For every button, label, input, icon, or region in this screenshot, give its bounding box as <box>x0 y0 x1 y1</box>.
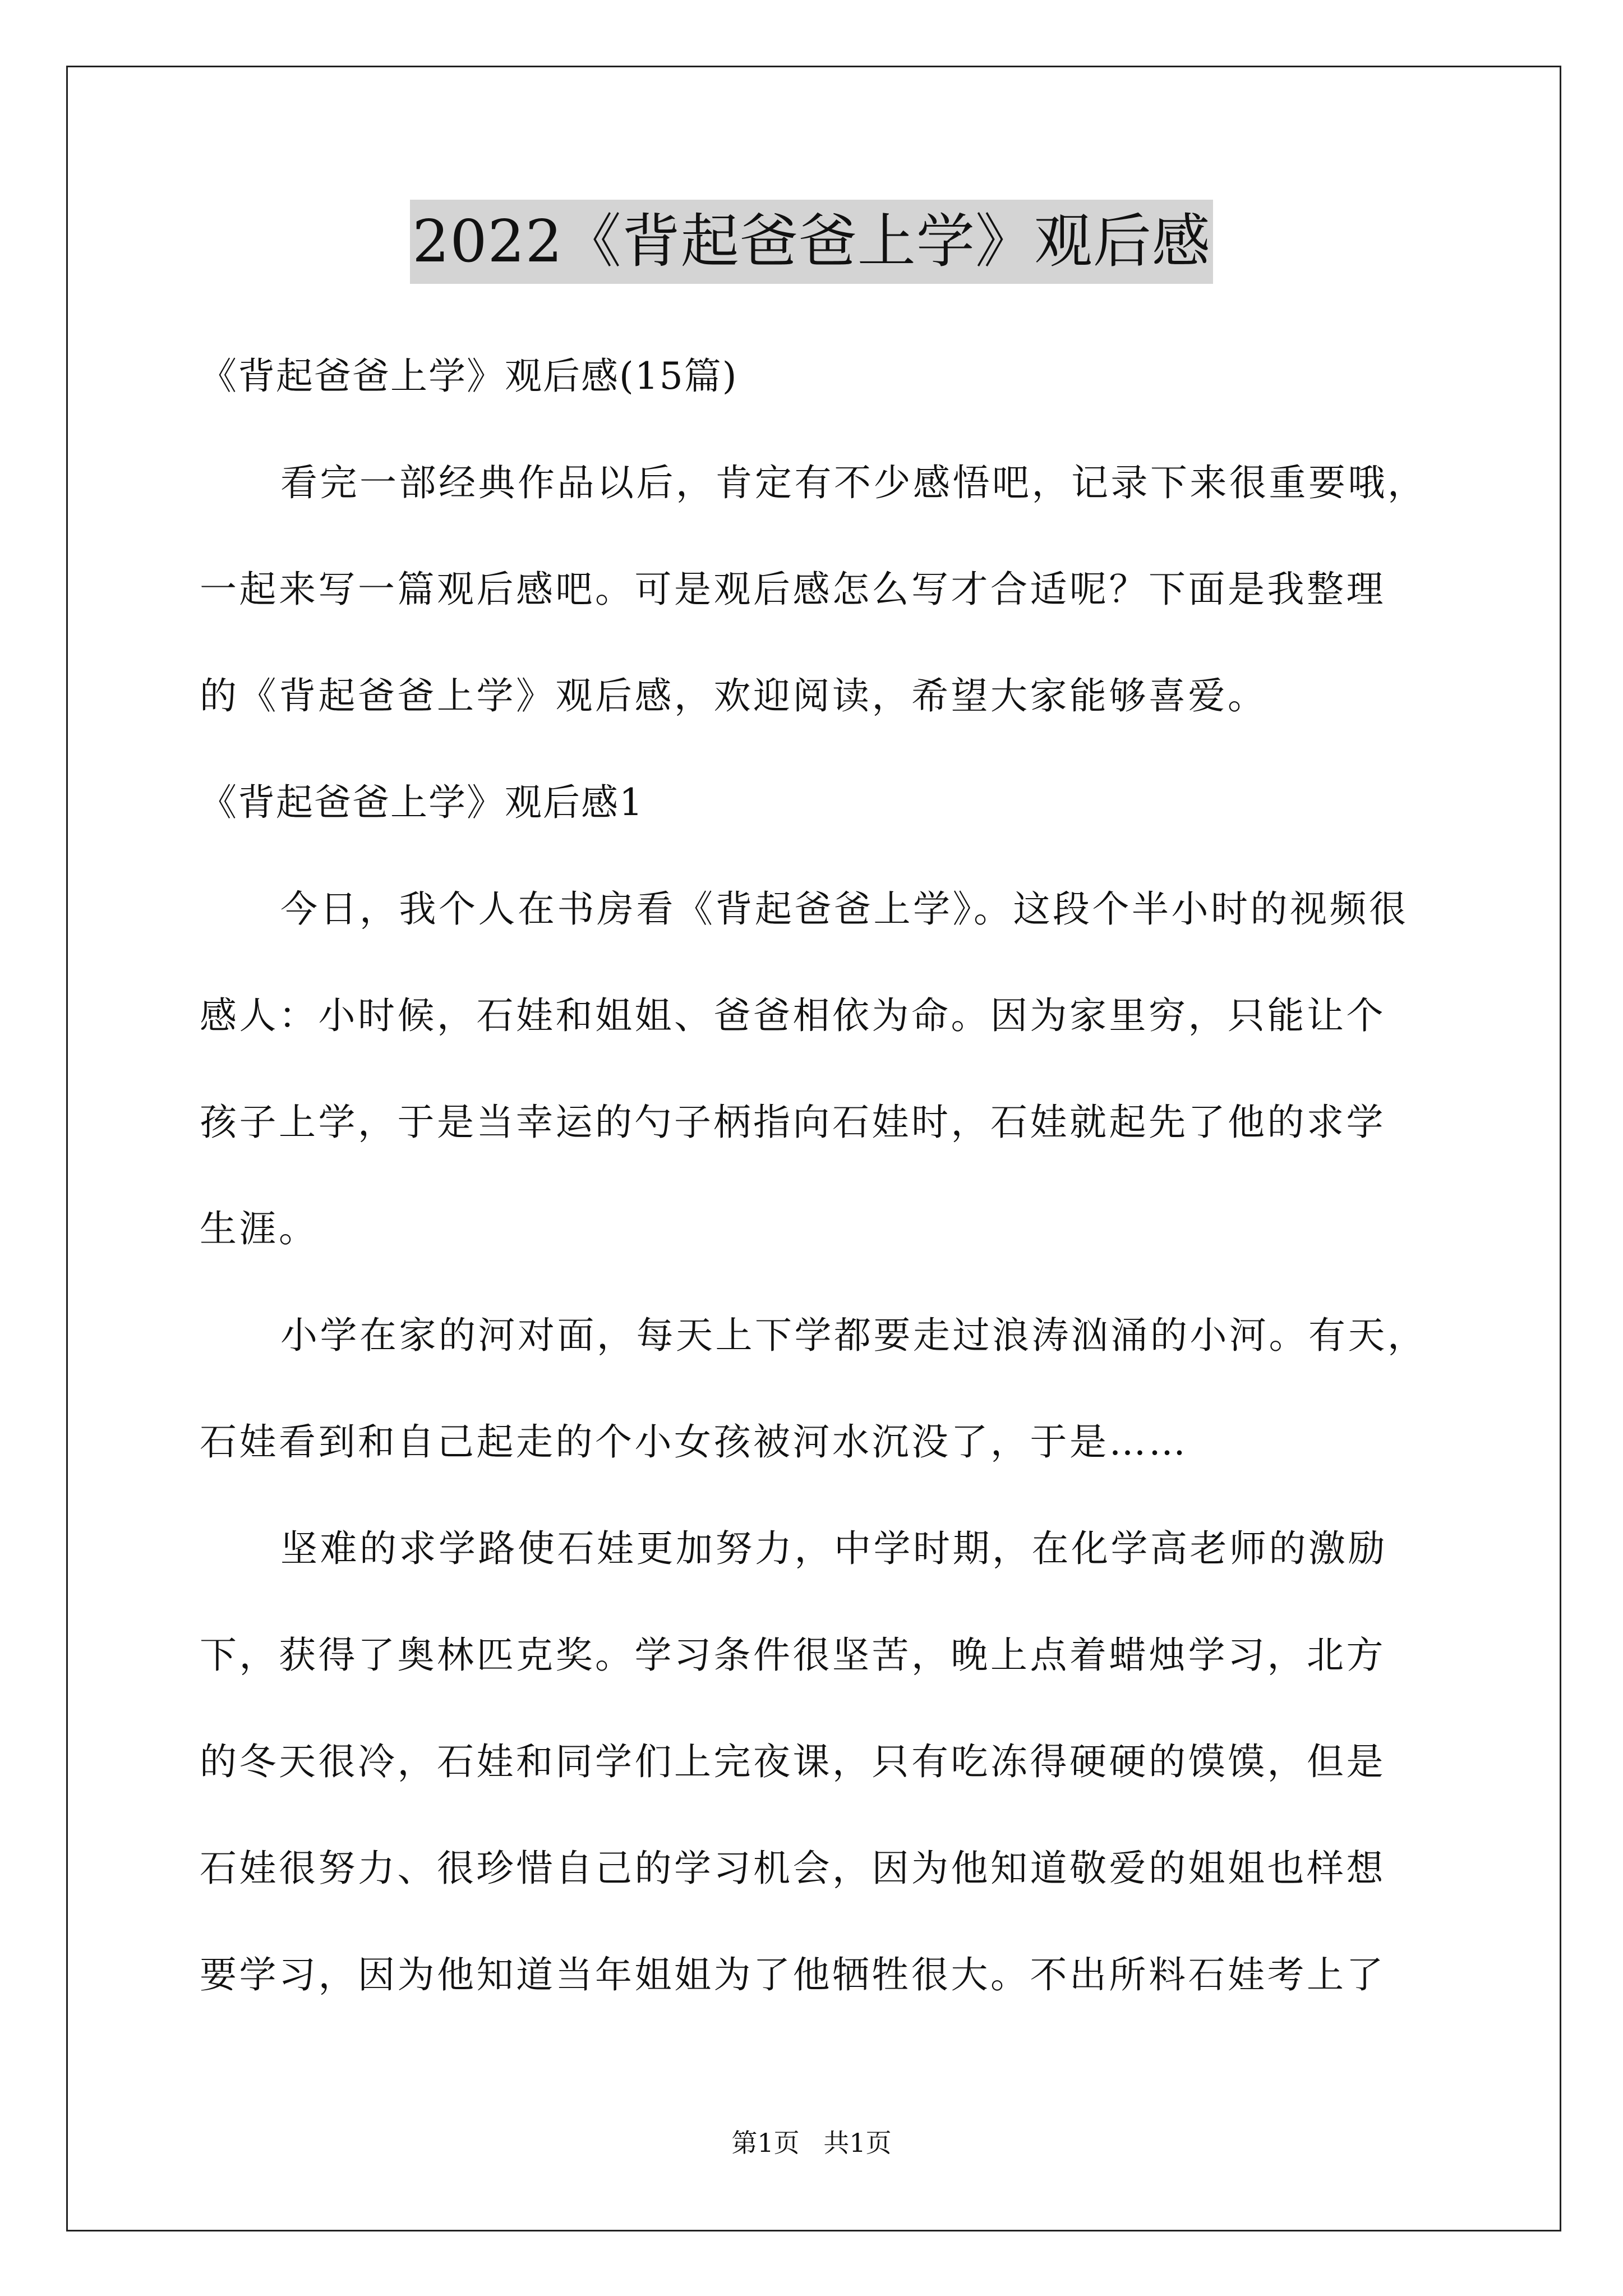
section-heading: 《背起爸爸上学》观后感1 <box>200 781 644 824</box>
page-number: 第1页 <box>731 2128 800 2158</box>
paragraph-3-line-3: 的冬天很冷，石娃和同学们上完夜课，只有吃冻得硬硬的馍馍，但是 <box>200 1740 1386 1783</box>
intro-line-2: 一起来写一篇观后感吧。可是观后感怎么写才合适呢？下面是我整理 <box>200 568 1386 611</box>
paragraph-3-line-2: 下，获得了奥林匹克奖。学习条件很坚苦，晚上点着蜡烛学习，北方 <box>200 1634 1386 1677</box>
intro-line-3: 的《背起爸爸上学》观后感，欢迎阅读，希望大家能够喜爱。 <box>200 674 1267 717</box>
intro-line-1: 看完一部经典作品以后，肯定有不少感悟吧，记录下来很重要哦， <box>280 461 1427 504</box>
paragraph-1-line-3: 孩子上学，于是当幸运的勺子柄指向石娃时，石娃就起先了他的求学 <box>200 1101 1386 1144</box>
paragraph-2-line-2: 石娃看到和自己起走的个小女孩被河水沉没了，于是…… <box>200 1420 1188 1464</box>
paragraph-1-line-4: 生涯。 <box>200 1207 319 1250</box>
paragraph-3-line-4: 石娃很努力、很珍惜自己的学习机会，因为他知道敬爱的姐姐也样想 <box>200 1847 1386 1890</box>
paragraph-3-line-5: 要学习，因为他知道当年姐姐为了他牺牲很大。不出所料石娃考上了 <box>200 1953 1386 1996</box>
title-container <box>0 200 1623 284</box>
page-total: 共1页 <box>823 2128 892 2158</box>
paragraph-2-line-1: 小学在家的河对面，每天上下学都要走过浪涛汹涌的小河。有天， <box>280 1314 1427 1357</box>
paragraph-1-line-2: 感人：小时候，石娃和姐姐、爸爸相依为命。因为家里穷，只能让个 <box>200 994 1386 1037</box>
subtitle: 《背起爸爸上学》观后感(15篇) <box>200 355 738 398</box>
document-title: 2022《背起爸爸上学》观后感 <box>410 200 1213 284</box>
page-footer <box>0 2126 1623 2160</box>
paragraph-1-line-1: 今日，我个人在书房看《背起爸爸上学》。这段个半小时的视频很 <box>280 887 1409 931</box>
paragraph-3-line-1: 坚难的求学路使石娃更加努力，中学时期，在化学高老师的激励 <box>280 1527 1387 1570</box>
